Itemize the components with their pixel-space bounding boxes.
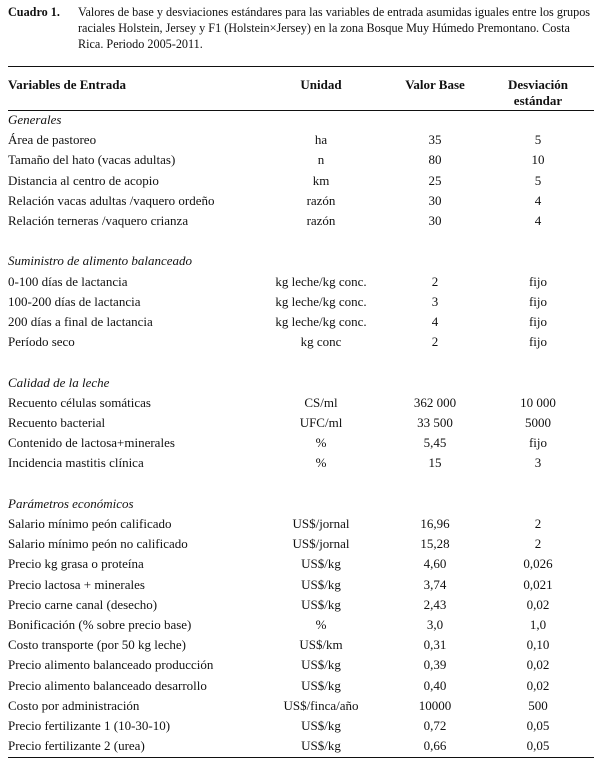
header-unit: Unidad: [300, 77, 342, 92]
unit-cell: ha: [314, 132, 328, 148]
variable-name-cell: Tamaño del hato (vacas adultas): [8, 152, 176, 168]
base-value-cell: 3,74: [423, 576, 447, 592]
std-dev-cell: 3: [534, 455, 542, 471]
base-value-cell: 30: [428, 213, 442, 228]
header-std-dev: [488, 77, 588, 109]
base-value-cell: 0,72: [423, 718, 447, 733]
std-dev-cell: 2: [534, 536, 542, 552]
base-value-cell: 0,66: [423, 738, 447, 754]
header-base-value: Valor Base: [405, 77, 465, 92]
std-dev-cell: fijo: [528, 314, 548, 329]
caption-text: Valores de base y desviaciones estándares para las variables de entrada asumidas iguales entre los grupos raciales Holstein, Jersey y F1 (Holstein×Jersey) en la zona Bosque Muy Húmedo Premontano. Costa Rica. Periodo 2005-2011.: [78, 5, 591, 51]
table-caption: [8, 4, 592, 52]
std-dev-cell: 10: [531, 152, 545, 168]
variable-name-cell: Salario mínimo peón no calificado: [8, 536, 188, 552]
variable-name-cell: Distancia al centro de acopio: [8, 172, 159, 188]
table-bottom-rule: [8, 757, 594, 758]
std-dev-cell: 0,021: [523, 576, 553, 592]
caption-label: Cuadro 1.: [8, 5, 60, 19]
table-row: [8, 150, 594, 170]
table-row: [8, 413, 594, 433]
section-title: Suministro de alimento balanceado: [8, 253, 193, 269]
table-top-rule: [8, 66, 594, 67]
base-value-cell: 3: [431, 293, 439, 309]
variable-name-cell: Relación vacas adultas /vaquero ordeño: [8, 192, 215, 208]
variable-name-cell: Costo por administración: [8, 697, 140, 713]
table-row: [8, 171, 594, 191]
unit-cell: km: [312, 172, 330, 188]
table-row: [8, 312, 594, 332]
std-dev-cell: 5000: [525, 415, 551, 430]
base-value-cell: 30: [428, 192, 442, 208]
std-dev-cell: 500: [528, 697, 548, 713]
std-dev-cell: 5: [534, 132, 542, 148]
unit-cell: %: [315, 435, 327, 451]
base-value-cell: 0,40: [423, 677, 447, 693]
std-dev-cell: 4: [534, 192, 542, 208]
unit-cell: kg leche/kg conc.: [275, 314, 367, 329]
unit-cell: US$/km: [299, 637, 343, 653]
variable-name-cell: Período seco: [8, 334, 75, 350]
table-row: [8, 514, 594, 534]
unit-cell: US$/kg: [301, 718, 341, 733]
unit-cell: %: [315, 455, 327, 471]
header-std-dev-line1: Desviación: [508, 77, 568, 92]
std-dev-cell: 0,05: [526, 718, 550, 733]
base-value-cell: 2: [431, 273, 439, 289]
std-dev-cell: fijo: [528, 293, 548, 309]
base-value-cell: 3,0: [426, 617, 444, 632]
section-title: Generales: [8, 112, 62, 127]
table-row: [8, 655, 594, 675]
unit-cell: kg leche/kg conc.: [275, 293, 367, 309]
unit-cell: US$/kg: [301, 596, 341, 612]
header-variables: Variables de Entrada: [8, 77, 126, 92]
table-row: [8, 433, 594, 453]
unit-cell: razón: [306, 213, 336, 228]
std-dev-cell: 0,02: [526, 677, 550, 693]
unit-cell: US$/kg: [301, 556, 341, 572]
variable-name-cell: Precio carne canal (desecho): [8, 596, 158, 612]
variable-name-cell: Incidencia mastitis clínica: [8, 455, 144, 471]
table-row: [8, 635, 594, 655]
header-bottom-rule: [8, 110, 594, 111]
table-row: [8, 615, 594, 635]
unit-cell: n: [317, 152, 325, 168]
base-value-cell: 0,39: [423, 657, 447, 673]
variable-name-cell: Precio fertilizante 1 (10-30-10): [8, 718, 171, 733]
unit-cell: US$/kg: [301, 576, 341, 592]
table-row: [8, 191, 594, 211]
base-value-cell: 0,31: [423, 637, 447, 653]
variable-name-cell: Contenido de lactosa+minerales: [8, 435, 175, 451]
variable-name-cell: Recuento células somáticas: [8, 394, 151, 410]
table-row: [8, 272, 594, 292]
unit-cell: US$/kg: [301, 657, 341, 673]
variable-name-cell: Precio alimento balanceado desarrollo: [8, 677, 207, 693]
table-row: [8, 130, 594, 150]
std-dev-cell: fijo: [528, 435, 548, 451]
variable-name-cell: Relación terneras /vaquero crianza: [8, 213, 189, 228]
table-row: [8, 393, 594, 413]
base-value-cell: 2,43: [423, 596, 447, 612]
std-dev-cell: 0,10: [526, 637, 550, 653]
base-value-cell: 2: [431, 334, 439, 350]
variable-name-cell: 0-100 días de lactancia: [8, 273, 128, 289]
variable-name-cell: 100-200 días de lactancia: [8, 293, 141, 309]
base-value-cell: 4: [431, 314, 439, 329]
variable-name-cell: Costo transporte (por 50 kg leche): [8, 637, 186, 653]
table-row: [8, 696, 594, 716]
unit-cell: US$/jornal: [292, 536, 350, 552]
variable-name-cell: Precio alimento balanceado producción: [8, 657, 214, 673]
base-value-cell: 15,28: [420, 536, 450, 552]
unit-cell: CS/ml: [304, 394, 338, 410]
header-std-dev-line2: estándar: [513, 93, 563, 108]
unit-cell: US$/jornal: [292, 516, 350, 531]
std-dev-cell: 4: [534, 213, 542, 228]
std-dev-cell: 0,026: [523, 556, 553, 572]
section-title: Parámetros económicos: [8, 495, 134, 511]
variable-name-cell: Bonificación (% sobre precio base): [8, 617, 192, 632]
std-dev-cell: fijo: [528, 273, 548, 289]
unit-cell: US$/kg: [301, 738, 341, 754]
table-row: [8, 292, 594, 312]
base-value-cell: 4,60: [423, 556, 447, 572]
base-value-cell: 10000: [418, 697, 452, 713]
table-row: [8, 534, 594, 554]
unit-cell: UFC/ml: [299, 415, 343, 430]
unit-cell: kg conc: [300, 334, 342, 350]
unit-cell: %: [315, 617, 327, 632]
table-row: [8, 575, 594, 595]
std-dev-cell: 10 000: [520, 394, 556, 410]
table-row: [8, 676, 594, 696]
variable-name-cell: 200 días a final de lactancia: [8, 314, 153, 329]
unit-cell: US$/finca/año: [283, 697, 359, 713]
variable-name-cell: Precio kg grasa o proteína: [8, 556, 144, 572]
std-dev-cell: 0,02: [526, 596, 550, 612]
table-row: [8, 736, 594, 756]
base-value-cell: 80: [428, 152, 442, 168]
variable-name-cell: Precio fertilizante 2 (urea): [8, 738, 145, 754]
table-row: [8, 453, 594, 473]
table-row: [8, 595, 594, 615]
std-dev-cell: 0,05: [526, 738, 550, 754]
std-dev-cell: 2: [534, 516, 542, 531]
std-dev-cell: fijo: [528, 334, 548, 350]
section-title: Calidad de la leche: [8, 374, 110, 390]
table-row: [8, 211, 594, 231]
variable-name-cell: Salario mínimo peón calificado: [8, 516, 172, 531]
base-value-cell: 362 000: [413, 394, 457, 410]
variable-name-cell: Precio lactosa + minerales: [8, 576, 145, 592]
base-value-cell: 33 500: [417, 415, 453, 430]
base-value-cell: 5,45: [423, 435, 447, 451]
base-value-cell: 25: [428, 172, 442, 188]
base-value-cell: 15: [428, 455, 442, 471]
std-dev-cell: 0,02: [526, 657, 550, 673]
unit-cell: US$/kg: [301, 677, 341, 693]
variable-name-cell: Recuento bacterial: [8, 415, 106, 430]
unit-cell: kg leche/kg conc.: [275, 273, 367, 289]
std-dev-cell: 1,0: [529, 617, 547, 632]
table-row: [8, 716, 594, 736]
variable-name-cell: Área de pastoreo: [8, 132, 97, 148]
table-row: [8, 554, 594, 574]
table-row: [8, 332, 594, 352]
base-value-cell: 35: [428, 132, 442, 148]
std-dev-cell: 5: [534, 172, 542, 188]
unit-cell: razón: [306, 192, 336, 208]
base-value-cell: 16,96: [420, 516, 450, 531]
